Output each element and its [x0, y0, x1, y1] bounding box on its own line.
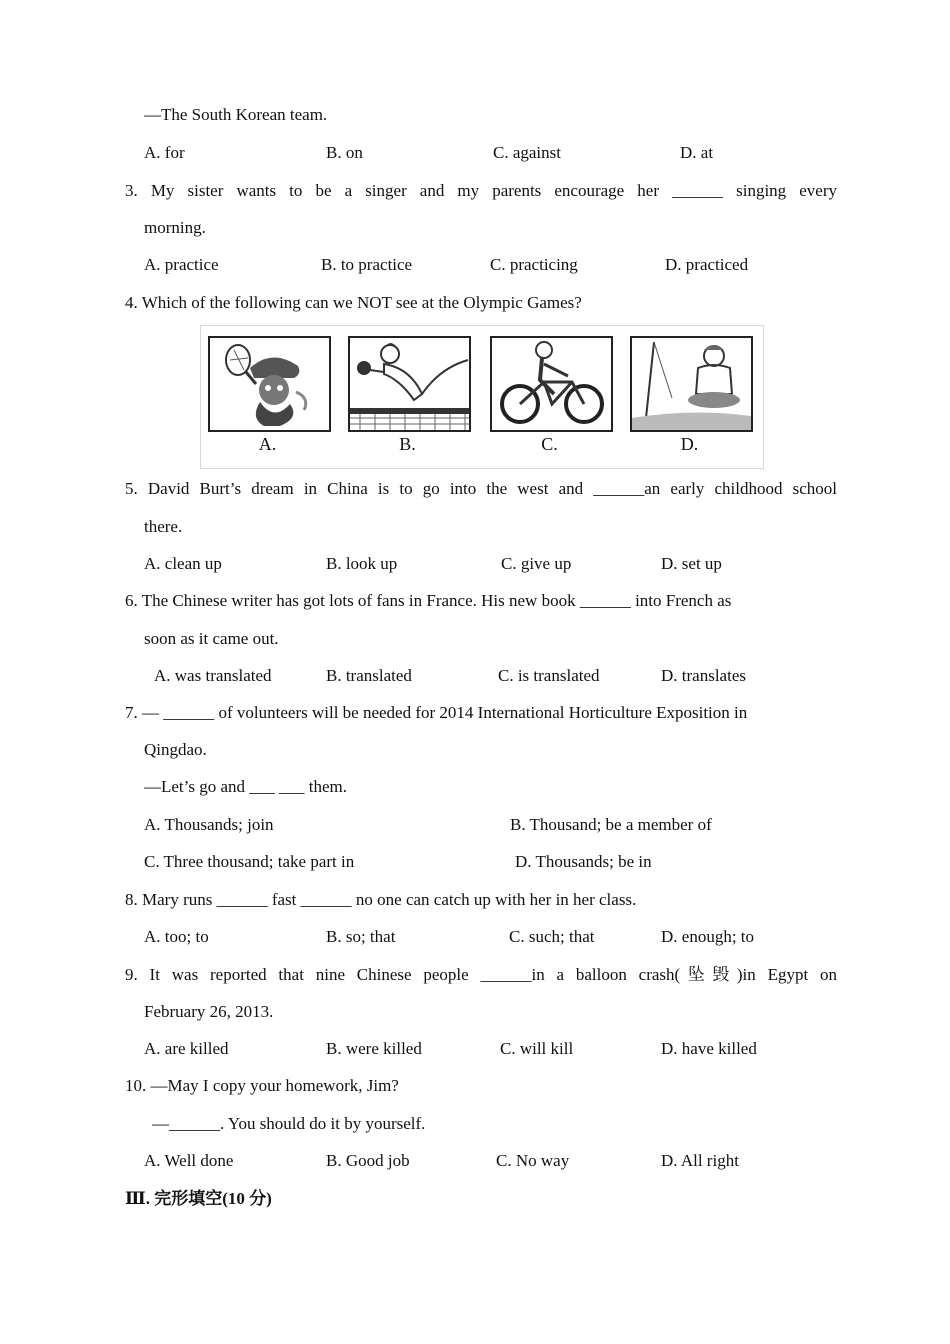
q3-option-a: A. practice: [144, 255, 219, 274]
cycling-image: [490, 336, 613, 432]
q8-option-d: D. enough; to: [661, 927, 755, 946]
q1-answer-line: —The South Korean team.: [144, 105, 328, 124]
q3-option-b: B. to practice: [321, 255, 413, 274]
q8-option-a: A. too; to: [144, 927, 209, 946]
q5-option-b: B. look up: [326, 554, 398, 573]
q5-option-c: C. give up: [501, 554, 572, 573]
q6-option-d: D. translates: [661, 666, 746, 685]
fishing-image: [630, 336, 753, 432]
q2-option-d: D. at: [680, 143, 714, 162]
q6-option-c: C. is translated: [498, 666, 600, 685]
q9-option-c: C. will kill: [500, 1039, 574, 1058]
q8-option-c: C. such; that: [509, 927, 595, 946]
q7-stem: 7. — ______ of volunteers will be needed for 2014 International Horticulture Exposition in: [125, 703, 748, 722]
q2-option-c: C. against: [493, 143, 561, 162]
q5-option-d: D. set up: [661, 554, 722, 573]
q5-option-a: A. clean up: [144, 554, 222, 573]
q10-option-d: D. All right: [661, 1151, 739, 1170]
q2-option-b: B. on: [326, 143, 363, 162]
q10-option-b: B. Good job: [326, 1151, 410, 1170]
q9-option-d: D. have killed: [661, 1039, 757, 1058]
q6-option-a: A. was translated: [154, 666, 272, 685]
tennis-girl-image: [208, 336, 331, 432]
image-label-a: A.: [258, 434, 277, 454]
q4-stem: 4. Which of the following can we NOT see at the Olympic Games?: [125, 293, 582, 312]
q5-stem: 5. David Burt’s dream in China is to go into the west and ______an early childhood school: [125, 479, 837, 498]
q10-stem: 10. —May I copy your homework, Jim?: [125, 1076, 399, 1095]
q10-reply: —______. You should do it by yourself.: [152, 1114, 426, 1133]
section-heading-cloze: Ⅲ. 完形填空(10 分): [125, 1189, 272, 1208]
table-tennis-image: [348, 336, 471, 432]
q10-option-a: A. Well done: [144, 1151, 234, 1170]
q10-option-c: C. No way: [496, 1151, 570, 1170]
q7-option-c: C. Three thousand; take part in: [144, 852, 355, 871]
q7-stem-cont: Qingdao.: [144, 740, 207, 759]
q6-stem-cont: soon as it came out.: [144, 629, 279, 648]
q7-option-a: A. Thousands; join: [144, 815, 274, 834]
q9-option-b: B. were killed: [326, 1039, 422, 1058]
q4-picture-options: [200, 325, 764, 469]
image-label-d: D.: [680, 434, 699, 454]
q7-option-d: D. Thousands; be in: [515, 852, 652, 871]
q8-option-b: B. so; that: [326, 927, 396, 946]
q3-option-c: C. practicing: [490, 255, 578, 274]
q3-stem-cont: morning.: [144, 218, 206, 237]
image-label-c: C.: [541, 434, 558, 454]
q3-stem: 3. My sister wants to be a singer and my parents encourage her ______ singing every: [125, 181, 837, 200]
q2-option-a: A. for: [144, 143, 185, 162]
q5-stem-cont: there.: [144, 517, 183, 536]
q8-stem: 8. Mary runs ______ fast ______ no one can catch up with her in her class.: [125, 890, 637, 909]
q9-option-a: A. are killed: [144, 1039, 229, 1058]
q9-stem: 9. It was reported that nine Chinese people ______in a balloon crash(坠毁)in Egypt on: [125, 965, 837, 984]
q6-stem: 6. The Chinese writer has got lots of fans in France. His new book ______ into French as: [125, 591, 732, 610]
q3-option-d: D. practiced: [665, 255, 749, 274]
q7-option-b: B. Thousand; be a member of: [510, 815, 712, 834]
image-label-b: B.: [399, 434, 416, 454]
q7-reply: —Let’s go and ___ ___ them.: [144, 777, 348, 796]
q9-stem-cont: February 26, 2013.: [144, 1002, 274, 1021]
q6-option-b: B. translated: [326, 666, 412, 685]
